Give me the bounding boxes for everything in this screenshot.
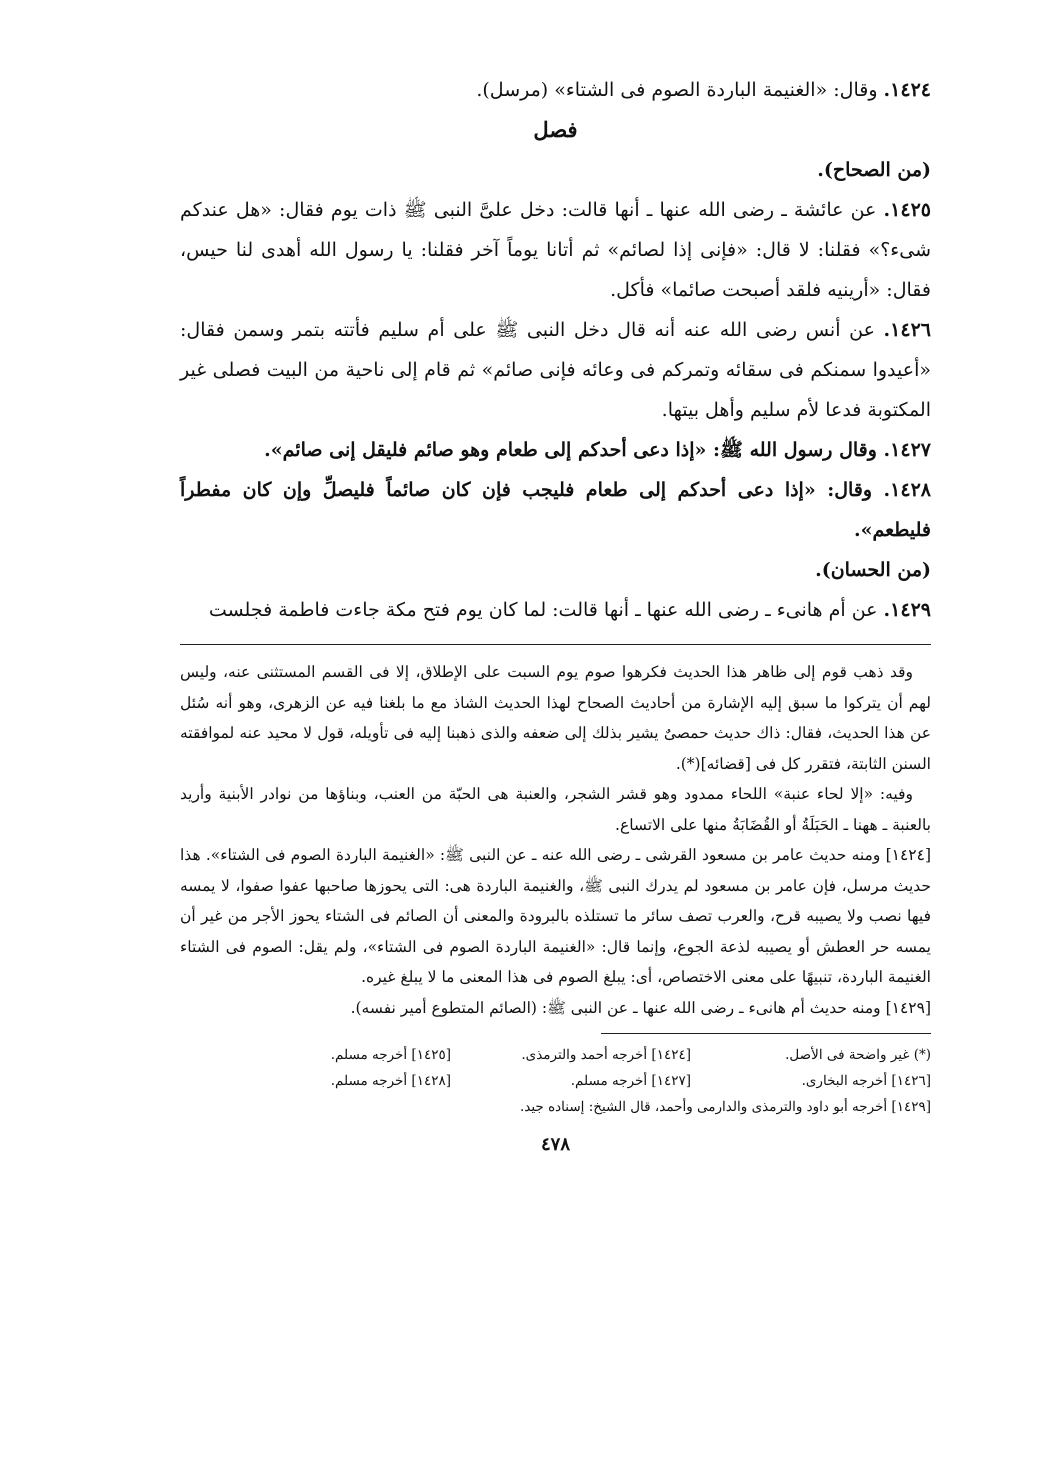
commentary-paragraph: [١٤٢٤] ومنه حديث عامر بن مسعود القرشى ـ رضى الله عنه ـ عن النبى ﷺ: «الغنيمة الباردة الصوم فى الشتاء». هذا حديث مرسل، فإن عامر بن مسعود لم يدرك النبى ﷺ، والغنيمة الباردة هى: التى يحوزها صاحبها عفوا صفوا، لا يمسه فيها نصب ولا يصيبه قرح، والعرب تصف سائر ما تستلذه بالبرودة والمعنى أن الصائم فى الشتاء يحوز الأجر من غير أن يمسه حر العطش أو يصيبه لذعة الجوع، وإنما قال: «الغنيمة الباردة الصوم فى الشتاء»، ولم يقل: الصوم فى الشتاء الغنيمة الباردة، تنبيهًا على معنى الاختصاص، أى: يبلغ الصوم فى هذا المعنى ما لا يبلغ غيره. xyxy=(180,846,931,986)
hadith-number: ١٤٢٦. xyxy=(883,319,931,341)
commentary-paragraph: وفيه: «إلا لحاء عنبة» اللحاء ممدود وهو قشر الشجر، والعنبة هى الحبّة من العنب، وبناؤها من نوادر الأبنية وأريد بالعنبة ـ ههنا ـ الحَبَلَةُ أو القُضَابَةُ منها على الاتساع. xyxy=(180,785,931,834)
hadith-number: ١٤٢٥. xyxy=(883,199,931,221)
footnote: [١٤٢٦] أخرجه البخارى. xyxy=(801,1073,931,1089)
hadith-text: وقال: «الغنيمة الباردة الصوم فى الشتاء» (مرسل). xyxy=(476,79,884,101)
hadith-number: ١٤٢٤. xyxy=(883,79,931,101)
section-heading: فصل xyxy=(533,117,578,142)
footnote-row xyxy=(180,1068,931,1094)
footnote-row xyxy=(180,1042,931,1068)
footnote: [١٤٢٧] أخرجه مسلم. xyxy=(570,1073,691,1089)
footnote: [١٤٢٨] أخرجه مسلم. xyxy=(330,1073,451,1089)
hadith-number: ١٤٢٧. xyxy=(883,439,931,461)
hadith-number: ١٤٢٨. xyxy=(883,479,931,501)
hadith-1427 xyxy=(180,430,931,470)
hadith-text: وقال: «إذا دعى أحدكم إلى طعام فليجب فإن كان صائماً فليصلِّ وإن كان مفطراً فليطعم». xyxy=(180,479,931,541)
hadith-1425 xyxy=(180,190,931,310)
hadith-1426 xyxy=(180,310,931,430)
subsection-sihah xyxy=(180,150,931,190)
hadith-text: عن أم هانىء ـ رضى الله عنها ـ أنها قالت: لما كان يوم فتح مكة جاءت فاطمة فجلست xyxy=(208,599,884,621)
hadith-text: عن عائشة ـ رضى الله عنها ـ أنها قالت: دخل علىَّ النبى ﷺ ذات يوم فقال: «هل عندكم شىء؟» فقلنا: لا قال: «فإنى إذا لصائم» ثم أتانا يوماً آخر فقلنا: يا رسول الله أهدى لنا حيس، فقال: «أرينيه فلقد أصبحت صائما» فأكل. xyxy=(180,199,931,301)
commentary-paragraph: [١٤٢٩] ومنه حديث أم هانىء ـ رضى الله عنها ـ عن النبى ﷺ: (الصائم المتطوع أمير نفسه). xyxy=(350,998,931,1017)
subsection-hisan xyxy=(180,550,931,590)
hadith-1429 xyxy=(180,590,931,630)
footnote: [١٤٢٩] أخرجه أبو داود والترمذى والدارمى وأحمد، قال الشيخ: إسناده جيد. xyxy=(519,1099,931,1115)
commentary-paragraph: وقد ذهب قوم إلى ظاهر هذا الحديث فكرهوا صوم يوم السبت على الإطلاق، إلا فى القسم المستثنى عنه، وليس لهم أن يتركوا ما سبق إليه الإشارة من أحاديث الصحاح لهذا الحديث الشاذ مع ما بلغنا فيه عن الزهرى، وهو أنه سُئل عن هذا الحديث، فقال: ذاك حديث حمصىٌ يشير بذلك إلى ضعفه والذى ذهبنا إليه فى تأويله، قول لا محيد عنه لموافقته السنن الثابتة، فتقرر كل فى [قضائه](*). xyxy=(180,663,931,773)
footnote: [١٤٢٤] أخرجه أحمد والترمذى. xyxy=(521,1047,691,1063)
footnotes xyxy=(180,1042,931,1120)
page-number: ٤٧٨ xyxy=(540,1134,570,1155)
divider xyxy=(180,644,931,645)
footnote: (*) غير واضحة فى الأصل. xyxy=(785,1047,931,1063)
subsection-label: (من الحسان). xyxy=(815,559,931,581)
hadith-1428 xyxy=(180,470,931,550)
main-text xyxy=(180,70,931,630)
hadith-number: ١٤٢٩. xyxy=(883,599,931,621)
subsection-label: (من الصحاح). xyxy=(817,159,931,181)
hadith-1424 xyxy=(180,70,931,110)
hadith-text: وقال رسول الله ﷺ: «إذا دعى أحدكم إلى طعام وهو صائم فليقل إنى صائم». xyxy=(264,439,884,461)
commentary xyxy=(180,657,931,1023)
hadith-text: عن أنس رضى الله عنه أنه قال دخل النبى ﷺ على أم سليم فأتته بتمر وسمن فقال: «أعيدوا سمنكم فى سقائه وتمركم فى وعائه فإنى صائم» ثم قام إلى ناحية من البيت فصلى غير المكتوبة فدعا لأم سليم وأهل بيتها. xyxy=(180,319,931,421)
footnote-divider xyxy=(601,1033,931,1034)
footnote: [١٤٢٥] أخرجه مسلم. xyxy=(330,1047,451,1063)
footnote-row xyxy=(180,1094,931,1120)
